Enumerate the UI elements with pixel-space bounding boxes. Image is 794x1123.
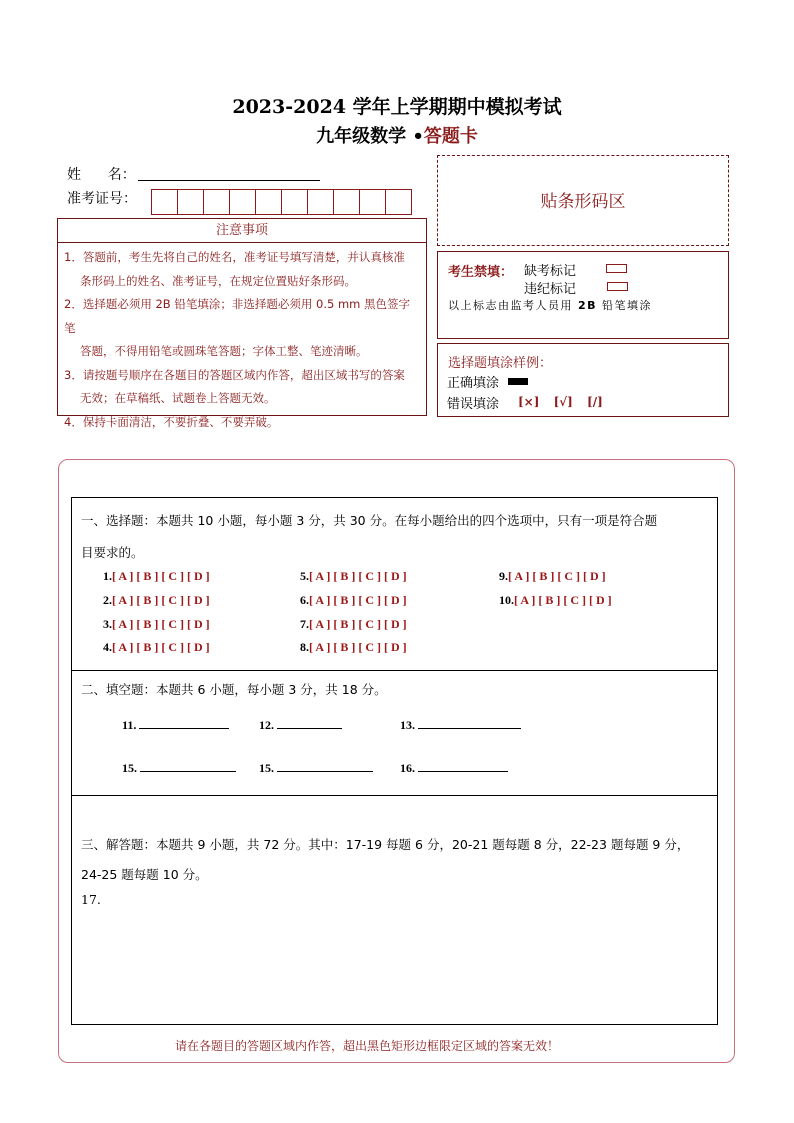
- option-bubbles[interactable]: [ A ] [ B ] [ C ] [ D ]: [112, 569, 210, 583]
- forbidden-box: [437, 251, 729, 339]
- footer-warning: 请在各题目的答题区域内作答，超出黑色矩形边框限定区域的答案无效！: [174, 1039, 559, 1053]
- option-bubbles[interactable]: [ A ] [ B ] [ C ] [ D ]: [309, 617, 407, 631]
- blank-14[interactable]: 15.: [122, 759, 236, 776]
- sample-title: 选择题填涂样例：: [448, 356, 553, 371]
- id-digit-box[interactable]: [204, 190, 230, 214]
- question-number: 5.: [300, 569, 309, 583]
- blank-13[interactable]: 13.: [400, 716, 521, 733]
- choice-question-10[interactable]: [499, 593, 612, 608]
- id-digit-box[interactable]: [334, 190, 360, 214]
- choice-question-2[interactable]: [103, 593, 210, 608]
- option-bubbles[interactable]: [ A ] [ B ] [ C ] [ D ]: [309, 640, 407, 654]
- id-digit-box[interactable]: [256, 190, 282, 214]
- option-bubbles[interactable]: [ A ] [ B ] [ C ] [ D ]: [112, 617, 210, 631]
- question-number: 9.: [499, 569, 508, 583]
- answer-card-label: 答题卡: [423, 126, 478, 147]
- question-number: 1.: [103, 569, 112, 583]
- question-number: 7.: [300, 617, 309, 631]
- barcode-area: [437, 155, 729, 246]
- id-digit-box[interactable]: [152, 190, 178, 214]
- divider: [71, 795, 718, 796]
- divider: [71, 670, 718, 671]
- id-digit-box[interactable]: [308, 190, 334, 214]
- option-bubbles[interactable]: [ A ] [ B ] [ C ] [ D ]: [508, 569, 606, 583]
- id-digit-box[interactable]: [360, 190, 386, 214]
- barcode-label: 贴条形码区: [540, 192, 626, 212]
- absent-mark-label: 缺考标记: [524, 264, 577, 279]
- violation-mark-label: 违纪标记: [524, 282, 577, 297]
- notice-box: [57, 242, 427, 429]
- choice-question-8[interactable]: [300, 640, 407, 655]
- question-17-answer-area[interactable]: [81, 912, 706, 1017]
- option-bubbles[interactable]: [ A ] [ B ] [ C ] [ D ]: [112, 593, 210, 607]
- forbidden-label: 考生禁填：: [448, 265, 514, 280]
- notice-item-1: 1．答题前，考生先将自己的姓名，准考证号填写清楚，并认真核准: [64, 250, 405, 264]
- wrong-marks: [×] [√] [/]: [518, 395, 603, 409]
- name-label: 姓 名：: [67, 167, 136, 183]
- section3-heading: 三、解答题：本题共 9 小题，共 72 分。其中：17-19 每题 6 分，20-21 题每题 8 分，22-23 题每题 9 分，: [81, 837, 690, 852]
- exam-id-boxes[interactable]: [151, 189, 412, 215]
- id-digit-box[interactable]: [178, 190, 204, 214]
- exam-id-label: 准考证号：: [67, 191, 137, 207]
- id-digit-box[interactable]: [386, 190, 411, 214]
- blank-16[interactable]: 16.: [400, 759, 508, 776]
- question-number: 4.: [103, 640, 112, 654]
- option-bubbles[interactable]: [ A ] [ B ] [ C ] [ D ]: [112, 640, 210, 654]
- notice-item-1-cont: 条形码上的姓名、准考证号，在规定位置贴好条形码。: [80, 273, 356, 288]
- choice-question-5[interactable]: [300, 569, 407, 584]
- question-number: 10.: [499, 593, 514, 607]
- choice-question-9[interactable]: [499, 569, 606, 584]
- question-number: 8.: [300, 640, 309, 654]
- question-number: 2.: [103, 593, 112, 607]
- question-number: 3.: [103, 617, 112, 631]
- question-17-label: 17.: [81, 892, 101, 907]
- question-number: 6.: [300, 593, 309, 607]
- notice-item-3-cont: 无效；在草稿纸、试题卷上答题无效。: [80, 391, 276, 405]
- id-digit-box[interactable]: [282, 190, 308, 214]
- wrong-fill-label: 错误填涂: [447, 397, 500, 412]
- notice-header: 注意事项: [57, 218, 427, 243]
- forbidden-note: 以上标志由监考人员用 2B 铅笔填涂: [448, 299, 653, 312]
- absent-mark-box[interactable]: [606, 264, 627, 273]
- choice-question-1[interactable]: [103, 569, 210, 584]
- choice-question-3[interactable]: [103, 617, 210, 632]
- blank-12[interactable]: 12.: [259, 716, 342, 733]
- filled-mark-icon: [508, 378, 528, 385]
- option-bubbles[interactable]: [ A ] [ B ] [ C ] [ D ]: [309, 593, 407, 607]
- blank-15[interactable]: 15.: [259, 759, 373, 776]
- section1-heading: 一、选择题：本题共 10 小题，每小题 3 分，共 30 分。在每小题给出的四个选项中，只有一项是符合题: [81, 513, 658, 528]
- id-digit-box[interactable]: [230, 190, 256, 214]
- notice-item-2-cont: 答题，不得用铅笔或圆珠笔答题；字体工整、笔迹清晰。: [80, 344, 368, 358]
- section1-heading-cont: 目要求的。: [81, 545, 144, 560]
- subject-label: 九年级数学 •: [316, 126, 424, 147]
- exam-title: 2023-2024 学年上学期期中模拟考试: [232, 96, 562, 118]
- notice-item-3: 3．请按题号顺序在各题目的答题区域内作答，超出区域书写的答案: [64, 367, 405, 382]
- correct-fill-label: 正确填涂: [447, 376, 500, 391]
- blank-11[interactable]: 11.: [122, 716, 229, 733]
- notice-item-2: 2．选择题必须用 2B 铅笔填涂；非选择题必须用 0.5 mm 黑色签字笔: [64, 297, 411, 335]
- sample-box: [437, 343, 729, 417]
- sheet-subtitle: [0, 122, 794, 148]
- section2-heading: 二、填空题：本题共 6 小题，每小题 3 分，共 18 分。: [81, 682, 387, 697]
- choice-question-6[interactable]: [300, 593, 407, 608]
- violation-mark-box[interactable]: [607, 282, 628, 291]
- choice-question-4[interactable]: [103, 640, 210, 655]
- name-field[interactable]: [138, 180, 320, 181]
- option-bubbles[interactable]: [ A ] [ B ] [ C ] [ D ]: [309, 569, 407, 583]
- notice-item-4: 4．保持卡面清洁，不要折叠、不要弄破。: [64, 414, 279, 429]
- option-bubbles[interactable]: [ A ] [ B ] [ C ] [ D ]: [514, 593, 612, 607]
- choice-question-7[interactable]: [300, 617, 407, 632]
- section3-heading-cont: 24-25 题每题 10 分。: [81, 867, 208, 882]
